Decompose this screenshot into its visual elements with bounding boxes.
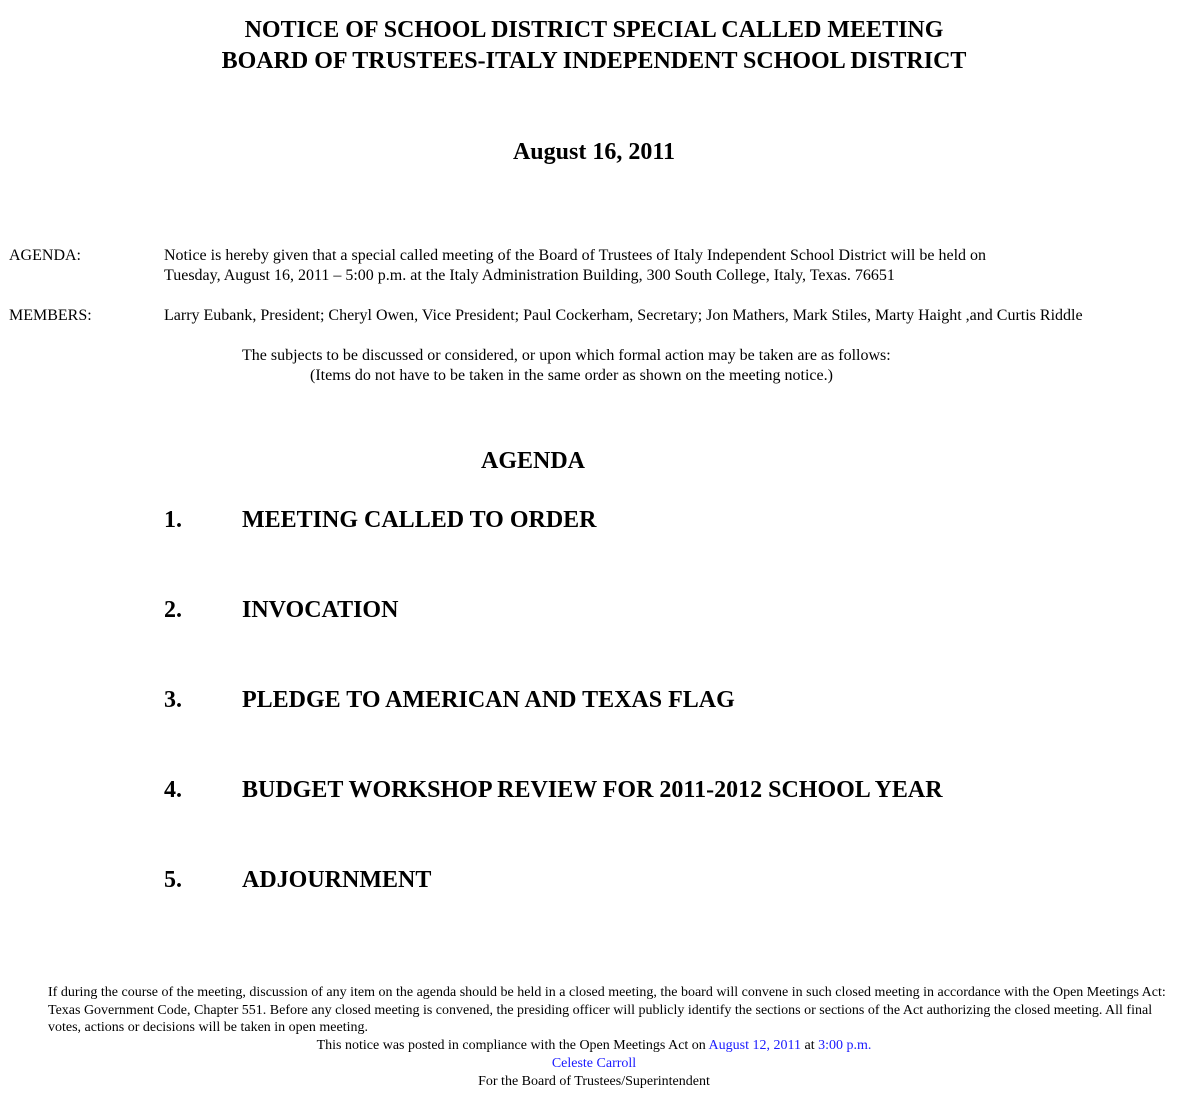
agenda-item-number: 5.: [164, 867, 182, 893]
posting-at: at: [800, 1038, 819, 1053]
agenda-item-text: PLEDGE TO AMERICAN AND TEXAS FLAG: [242, 687, 735, 713]
closed-meeting-notice: If during the course of the meeting, discussion of any item on the agenda should be held in a closed meeting, the board will convene in such closed meeting in accordance with the Open Meetings Act: Texas Government Code, Chapter 551. Before any closed meeting is convened, the presiding officer will publicly identify the sections or sections of the Act authorizing the closed meeting. All final votes, actions or decisions will be taken in open meeting.: [48, 985, 1166, 1035]
signer-name: Celeste Carroll: [551, 1056, 637, 1071]
agenda-item-text: ADJOURNMENT: [242, 867, 432, 893]
agenda-item-number: 3.: [164, 687, 182, 713]
agenda-heading: AGENDA: [480, 448, 585, 474]
agenda-notice-line-1: Notice is hereby given that a special called meeting of the Board of Trustees of Italy Independent School District will be held on: [164, 247, 987, 264]
agenda-item-text: MEETING CALLED TO ORDER: [242, 507, 597, 533]
agenda-label: AGENDA:: [9, 247, 81, 264]
signer-title: For the Board of Trustees/Superintendent: [478, 1074, 710, 1089]
agenda-item-number: 2.: [164, 597, 182, 623]
members-label: MEMBERS:: [9, 307, 92, 324]
agenda-notice-line-2: Tuesday, August 16, 2011 – 5:00 p.m. at the Italy Administration Building, 300 South College, Italy, Texas. 76651: [164, 267, 895, 284]
title-line-2: BOARD OF TRUSTEES-ITALY INDEPENDENT SCHOOL DISTRICT: [221, 48, 967, 74]
agenda-item-number: 4.: [164, 777, 182, 803]
posting-time: 3:00 p.m.: [818, 1038, 872, 1053]
agenda-item-text: BUDGET WORKSHOP REVIEW FOR 2011-2012 SCHOOL YEAR: [242, 777, 943, 803]
agenda-item-text: INVOCATION: [242, 597, 399, 623]
subjects-line-1: The subjects to be discussed or considered, or upon which formal action may be taken are as follows:: [242, 347, 891, 364]
agenda-item-number: 1.: [164, 507, 182, 533]
title-line-1: NOTICE OF SCHOOL DISTRICT SPECIAL CALLED MEETING: [244, 17, 944, 43]
posting-notice-prefix: This notice was posted in compliance with the Open Meetings Act on: [316, 1038, 709, 1053]
members-list: Larry Eubank, President; Cheryl Owen, Vice President; Paul Cockerham, Secretary; Jon Mathers, Mark Stiles, Marty Haight ,and Curtis Riddle: [164, 307, 1083, 324]
posting-date: August 12, 2011: [708, 1038, 801, 1053]
posting-notice: [0, 1037, 1188, 1055]
subjects-line-2: (Items do not have to be taken in the same order as shown on the meeting notice.): [310, 367, 833, 384]
meeting-date: August 16, 2011: [512, 139, 676, 165]
